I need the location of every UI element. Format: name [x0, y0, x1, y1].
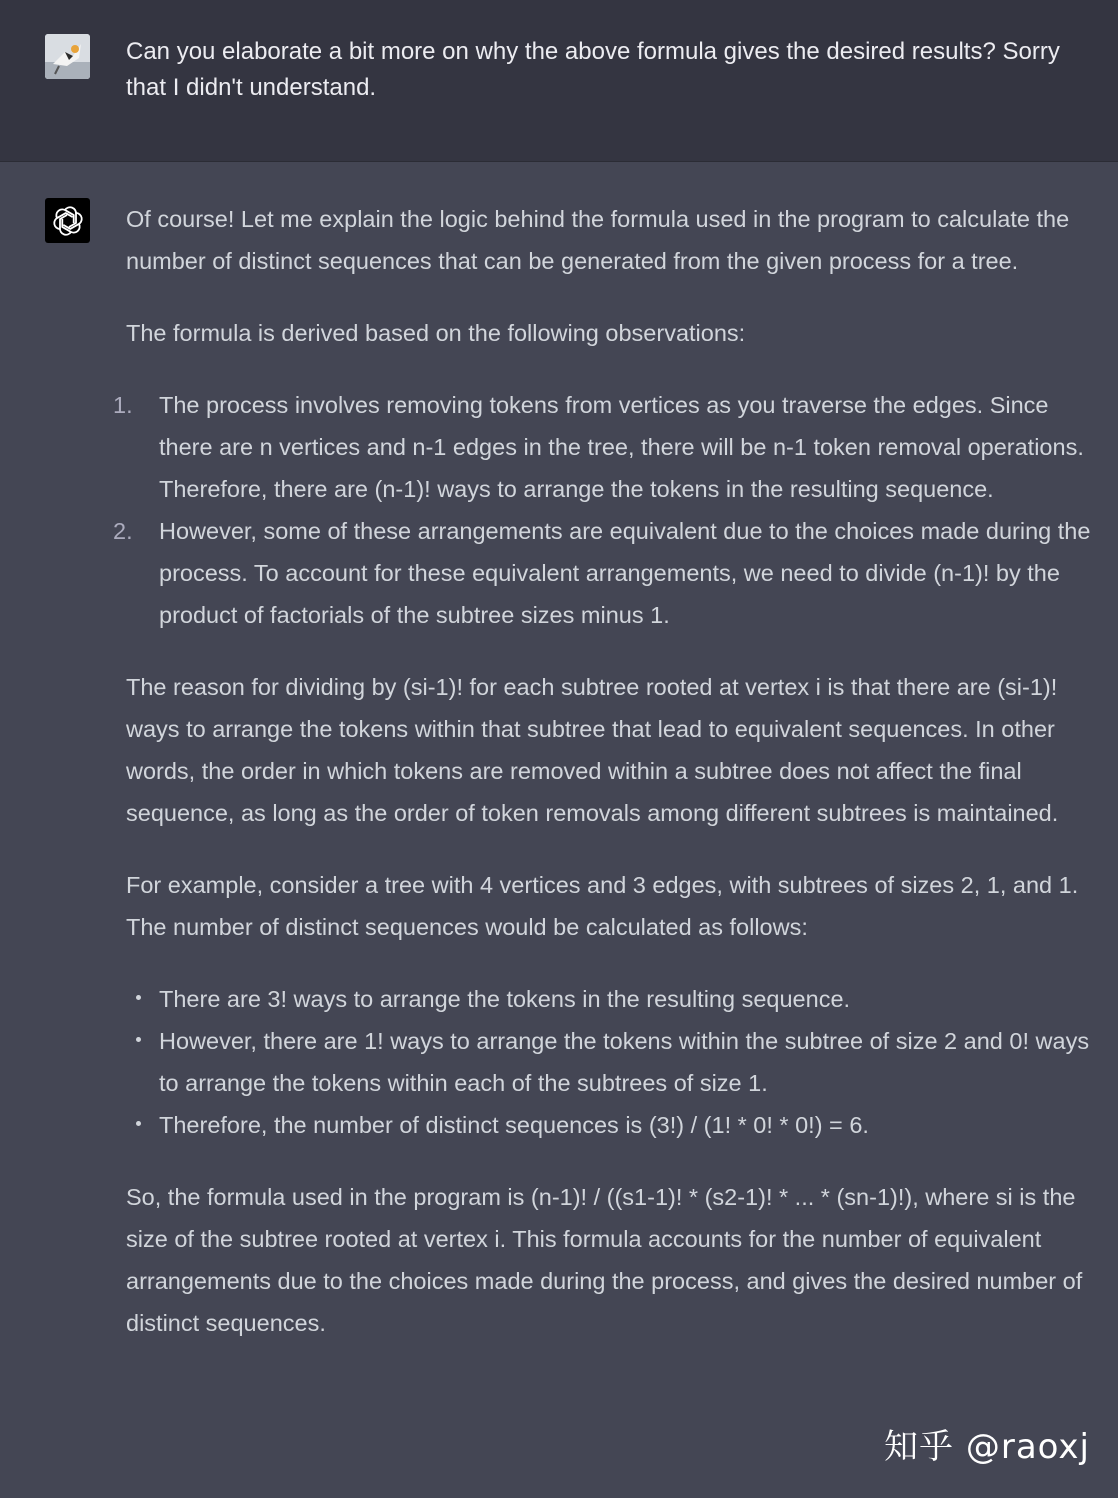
list-number: 1.	[113, 392, 133, 418]
list-item-text: However, there are 1! ways to arrange the tokens within the subtree of size 2 and 0! ways to arrange the tokens within each of the subtrees of size 1.	[159, 1028, 1090, 1096]
list-item-text: There are 3! ways to arrange the tokens in the resulting sequence.	[159, 986, 851, 1012]
observations-list	[113, 384, 1106, 636]
conclusion-paragraph: So, the formula used in the program is (n-1)! / ((s1-1)! * (s2-1)! * ... * (sn-1)!), where si is the size of the subtree rooted at vertex i. This formula accounts for the number of equivalent arrangements due to the choices made during the process, and gives the desired number of distinct sequences.	[126, 1184, 1083, 1336]
list-item	[113, 510, 1106, 636]
list-item-text: The process involves removing tokens from vertices as you traverse the edges. Since there are n vertices and n-1 edges in the tree, there will be n-1 token removal operations. Therefore, there are (n-1)! ways to arrange the tokens in the resulting sequence.	[159, 392, 1084, 502]
openai-logo-icon	[45, 198, 90, 243]
list-item	[113, 384, 1106, 510]
user-message-row	[0, 0, 1118, 162]
bullet-icon	[136, 1121, 141, 1126]
bullet-icon	[136, 1037, 141, 1042]
assistant-message-row	[0, 162, 1118, 1498]
list-item-text: However, some of these arrangements are equivalent due to the choices made during the process. To account for these equivalent arrangements, we need to divide (n-1)! by the product of factorials of the subtree sizes minus 1.	[159, 518, 1091, 628]
list-item	[126, 1104, 1106, 1146]
list-item-text: Therefore, the number of distinct sequences is (3!) / (1! * 0! * 0!) = 6.	[159, 1112, 869, 1138]
list-item	[126, 1020, 1106, 1104]
list-item	[126, 978, 1106, 1020]
reason-paragraph: The reason for dividing by (si-1)! for each subtree rooted at vertex i is that there are (si-1)! ways to arrange the tokens within that subtree that lead to equivalent sequences. In other words, the order in which tokens are removed within a subtree does not affect the final sequence, as long as the order of token removals among different subtrees is maintained.	[126, 674, 1059, 826]
bullet-icon	[136, 995, 141, 1000]
list-number: 2.	[113, 518, 133, 544]
example-paragraph: For example, consider a tree with 4 vertices and 3 edges, with subtrees of sizes 2, 1, and 1. The number of distinct sequences would be calculated as follows:	[126, 872, 1079, 940]
intro-paragraph: Of course! Let me explain the logic behind the formula used in the program to calculate the number of distinct sequences that can be generated from the given process for a tree.	[126, 206, 1070, 274]
lead-paragraph: The formula is derived based on the following observations:	[126, 320, 746, 346]
user-avatar	[45, 34, 90, 79]
assistant-message-content	[113, 198, 1106, 1374]
user-message-text: Can you elaborate a bit more on why the above formula gives the desired results? Sorry that I didn't understand.	[126, 38, 1060, 101]
example-bullet-list	[126, 978, 1106, 1146]
zhihu-watermark: 知乎 @raoxj	[884, 1427, 1090, 1467]
